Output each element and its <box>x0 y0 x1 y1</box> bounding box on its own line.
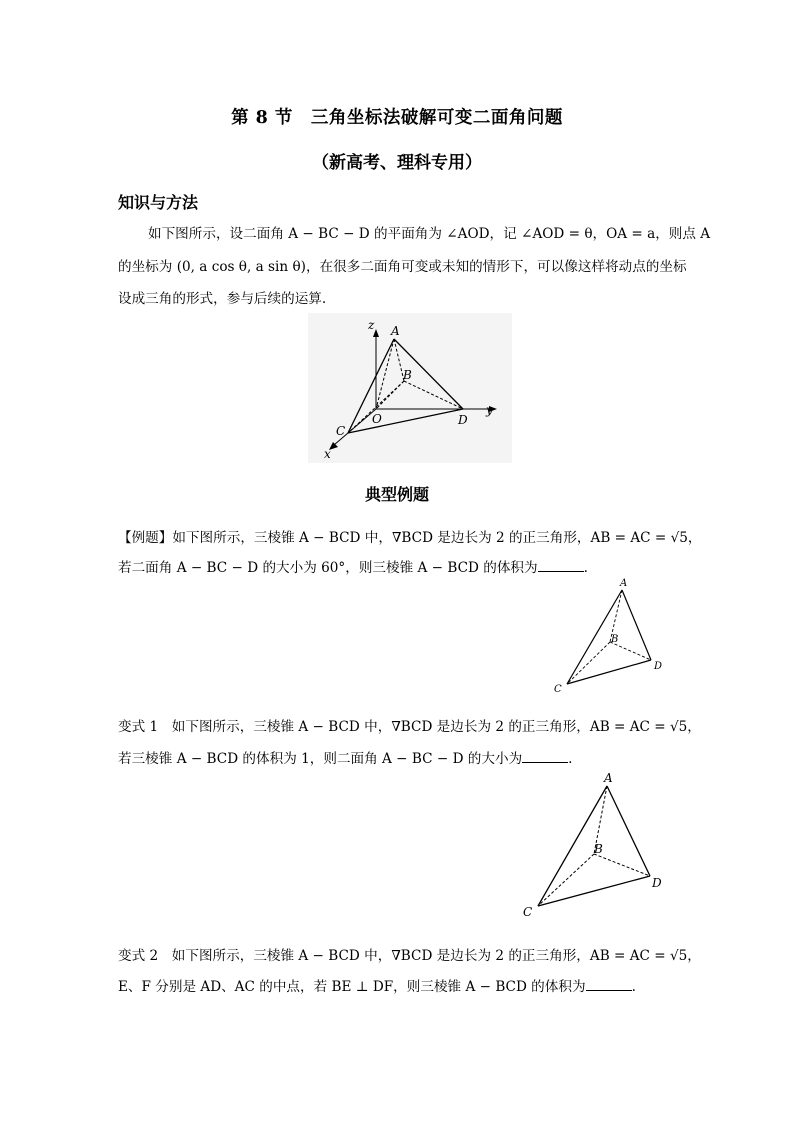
intro-line-2: 的坐标为 (0, a cos θ, a sin θ)，在很多二面角可变或未知的情形下，可以像这样将动点的坐标 <box>118 259 687 275</box>
label-c: C <box>336 424 346 438</box>
label-o: O <box>372 412 382 426</box>
label-c: C <box>523 905 533 919</box>
variant2-end: . <box>631 979 636 995</box>
variant1-question: 若三棱锥 A − BCD 的体积为 1，则二面角 A − BC − D 的大小为 <box>118 751 523 767</box>
section-heading-knowledge: 知识与方法 <box>118 193 199 212</box>
figure-coordinate-tetrahedron <box>308 313 512 463</box>
answer-blank <box>586 980 632 991</box>
edge-ad <box>607 786 650 876</box>
label-d: D <box>654 661 663 672</box>
intro-line-1: 如下图所示，设二面角 A − BC − D 的平面角为 ∠AOD，记 ∠AOD = θ，OA = a，则点 A <box>148 226 711 242</box>
label-x: x <box>324 447 331 461</box>
example-line-2 <box>118 556 588 576</box>
example-question: 若二面角 A − BC − D 的大小为 60°，则三棱锥 A − BCD 的体积为 <box>118 560 538 576</box>
variant2-line-2 <box>118 975 636 995</box>
figure-variant1-tetrahedron <box>518 766 678 922</box>
label-a: A <box>604 771 613 785</box>
label-a: A <box>620 578 628 589</box>
variant1-line-1: 变式 1 如下图所示，三棱锥 A − BCD 中，∇BCD 是边长为 2 的正三角形，AB = AC = √5， <box>118 719 701 735</box>
page-subtitle: （新高考、理科专用） <box>312 153 482 173</box>
figure-example-tetrahedron <box>548 574 678 698</box>
label-z: z <box>368 318 375 332</box>
answer-blank <box>522 752 568 763</box>
label-a: A <box>391 324 400 338</box>
section-heading-examples: 典型例题 <box>364 485 429 504</box>
label-y: y <box>486 403 493 417</box>
example-end: . <box>583 560 588 576</box>
label-b: B <box>611 634 619 645</box>
label-b: B <box>594 842 603 856</box>
intro-line-3: 设成三角的形式，参与后续的运算. <box>118 291 327 307</box>
answer-blank <box>538 561 584 572</box>
edge-cd <box>538 876 650 906</box>
label-d: D <box>458 413 468 427</box>
label-c: C <box>554 684 562 695</box>
label-b: B <box>403 368 412 382</box>
variant2-line-1: 变式 2 如下图所示，三棱锥 A − BCD 中，∇BCD 是边长为 2 的正三角形，AB = AC = √5， <box>118 948 701 964</box>
variant1-end: . <box>568 751 573 767</box>
page-title: 第 8 节 三角坐标法破解可变二面角问题 <box>231 108 563 128</box>
variant1-line-2 <box>118 747 573 767</box>
example-line-1: 【例题】如下图所示，三棱锥 A − BCD 中，∇BCD 是边长为 2 的正三角形，AB = AC = √5， <box>118 530 702 546</box>
variant2-question: E、F 分别是 AD、AC 的中点，若 BE ⊥ DF，则三棱锥 A − BCD 的体积为 <box>118 979 586 995</box>
label-d: D <box>652 876 662 890</box>
